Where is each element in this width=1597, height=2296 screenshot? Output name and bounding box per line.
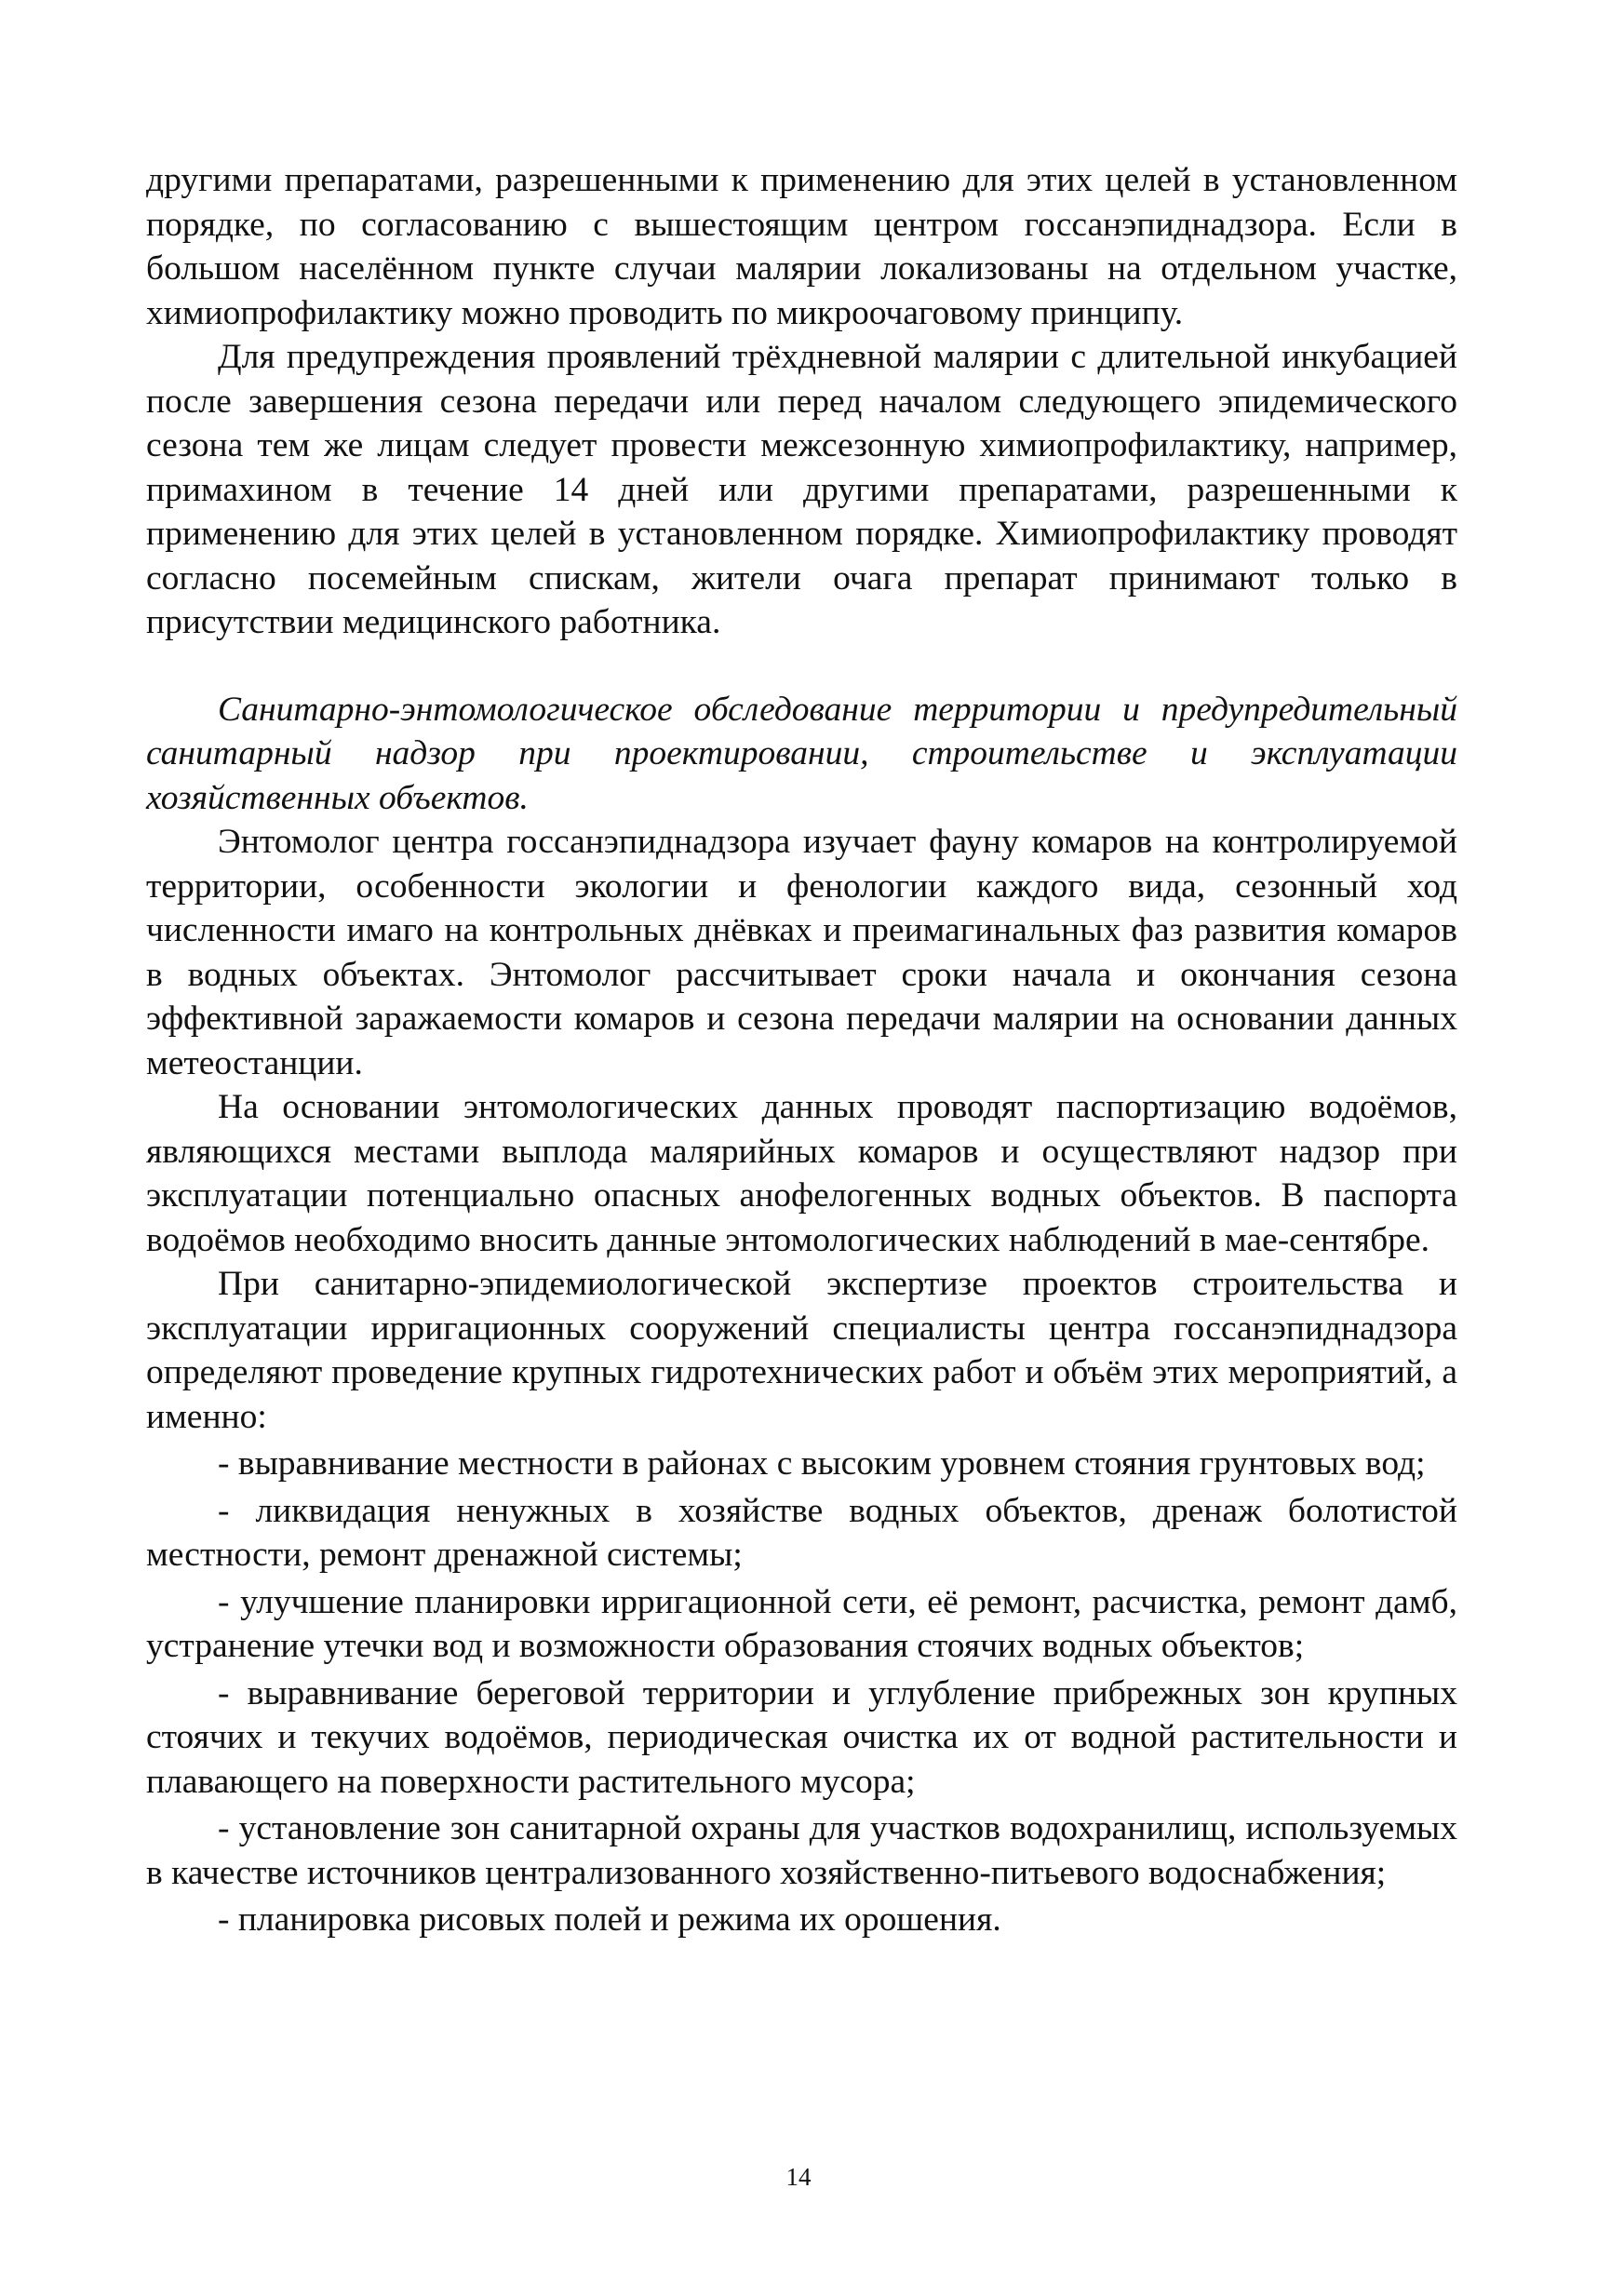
- paragraph-entomologist: Энтомолог центра госсанэпиднадзора изучает фауну комаров на контролируемой территории, особенности экологии и фенологии каждого вида, сезонный ход численности имаго на контрольных днёвках и преимагинальных фаз развития комаров в водных объектах. Энтомолог рассчитывает сроки начала и окончания сезона эффективной заражаемости комаров и сезона передачи малярии на основании данных метеостанции.: [146, 823, 1457, 1082]
- paragraph-expertise: При санитарно-эпидемиологической экспертизе проектов строительства и эксплуатации ирригационных сооружений специалисты центра госсанэпиднадзора определяют проведение крупных гидротехнических работ и объём этих мероприятий, а именно:: [146, 1265, 1457, 1436]
- list-item: - улучшение планировки ирригационной сети, её ремонт, расчистка, ремонт дамб, устранение утечки вод и возможности образования стоячих водных объектов;: [146, 1582, 1457, 1665]
- list-item: - установление зон санитарной охраны для участков водохранилищ, используемых в качестве источников централизованного хозяйственно-питьевого водоснабжения;: [146, 1809, 1457, 1892]
- paragraph-continuation: другими препаратами, разрешенными к применению для этих целей в установленном порядке, по согласованию с вышестоящим центром госсанэпиднадзора. Если в большом населённом пункте случаи малярии локализованы на отдельном участке, химиопрофилактику можно проводить по микроочаговому принципу.: [146, 161, 1457, 332]
- section-heading: Санитарно-энтомологическое обследование территории и предупредительный санитарный надзор при проектировании, строительстве и эксплуатации хозяйственных объектов.: [146, 690, 1457, 817]
- list-item: - выравнивание местности в районах с высоким уровнем стояния грунтовых вод;: [218, 1444, 1426, 1483]
- list-item: - выравнивание береговой территории и углубление прибрежных зон крупных стоячих и текучих водоёмов, периодическая очистка их от водной растительности и плавающего на поверхности растительного мусора;: [146, 1673, 1457, 1801]
- measures-list: [146, 1442, 1457, 1942]
- page-number: 14: [785, 2163, 812, 2191]
- list-item: - планировка рисовых полей и режима их орошения.: [218, 1900, 1001, 1939]
- paragraph-passportization: На основании энтомологических данных проводят паспортизацию водоёмов, являющихся местами выплода малярийных комаров и осуществляют надзор при эксплуатации потенциально опасных анофелогенных водных объектов. В паспорта водоёмов необходимо вносить данные энтомологических наблюдений в мае-сентябре.: [146, 1088, 1457, 1259]
- paragraph-chemoprophylaxis: Для предупреждения проявлений трёхдневной малярии с длительной инкубацией после завершения сезона передачи или перед началом следующего эпидемического сезона тем же лицам следует провести межсезонную химиопрофилактику, например, примахином в течение 14 дней или другими препаратами, разрешенными к применению для этих целей в установленном порядке. Химиопрофилактику проводят согласно посемейным спискам, жители очага препарат принимают только в присутствии медицинского работника.: [146, 338, 1457, 641]
- list-item: - ликвидация ненужных в хозяйстве водных объектов, дренаж болотистой местности, ремонт дренажной системы;: [146, 1491, 1457, 1574]
